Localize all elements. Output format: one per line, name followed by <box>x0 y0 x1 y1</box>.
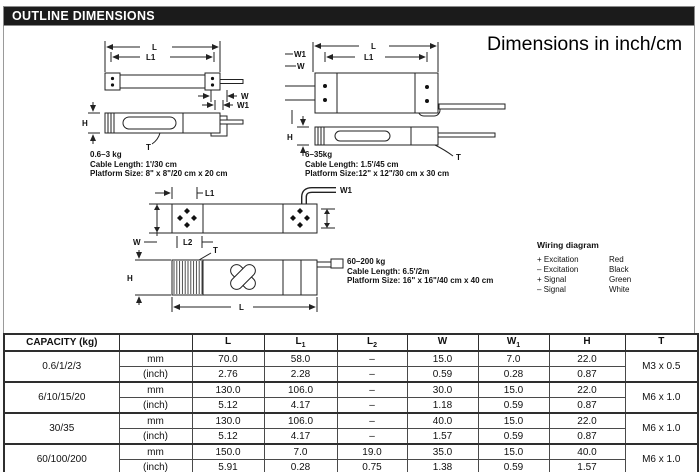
table-row <box>4 413 698 429</box>
table-header-row <box>4 334 698 351</box>
unit-cell: (inch) <box>119 429 192 445</box>
unit-cell: mm <box>119 351 192 367</box>
value-cell: 2.28 <box>264 367 337 383</box>
caption-line: 6–35kg <box>305 150 333 159</box>
unit-cell: mm <box>119 382 192 398</box>
value-cell: 0.87 <box>549 398 625 414</box>
value-cell: 130.0 <box>192 413 264 429</box>
value-cell: – <box>337 367 407 383</box>
value-cell: 2.76 <box>192 367 264 383</box>
value-cell: 0.28 <box>478 367 549 383</box>
dimensions-table <box>3 333 699 472</box>
thread-cell: M6 x 1.0 <box>625 382 698 413</box>
dim-label-l: L <box>239 303 244 312</box>
dim-W-W1-medium <box>285 50 315 124</box>
value-cell: 22.0 <box>549 382 625 398</box>
wiring-signal: – Signal <box>537 285 566 294</box>
dim-label-w: W <box>241 92 249 101</box>
dimensions-table-body <box>4 351 698 472</box>
value-cell: – <box>337 429 407 445</box>
value-cell: 106.0 <box>264 413 337 429</box>
cable-small-top <box>220 80 243 84</box>
caption-line: 0.6–3 kg <box>90 150 122 159</box>
caption-line: Cable Length: 1'/30 cm <box>90 159 177 169</box>
table-row <box>4 382 698 398</box>
value-cell: 70.0 <box>192 351 264 367</box>
dim-label-w1: W1 <box>237 101 249 110</box>
unit-cell: (inch) <box>119 460 192 472</box>
table-row <box>4 351 698 367</box>
drawing-large-loadcell <box>125 183 360 320</box>
caption-line: 60–200 kg <box>347 257 386 266</box>
value-cell: 1.18 <box>407 398 478 414</box>
value-cell: 0.87 <box>549 429 625 445</box>
wiring-signal: – Excitation <box>537 265 579 274</box>
capacity-cell: 60/100/200 <box>4 444 119 472</box>
caption-line: Platform Size:12" x 12"/30 cm x 30 cm <box>305 169 450 179</box>
col-header-l2: $L_2$ <box>337 334 407 351</box>
value-cell: 15.0 <box>478 382 549 398</box>
value-cell: 0.28 <box>264 460 337 472</box>
dim-L1-small <box>111 52 214 62</box>
col-header-t: T <box>625 334 698 351</box>
wiring-row <box>537 285 687 295</box>
side-view-large <box>172 256 343 298</box>
value-cell: 30.0 <box>407 382 478 398</box>
thread-cell: M6 x 1.0 <box>625 413 698 444</box>
cable-medium-side <box>438 133 495 137</box>
unit-cell: (inch) <box>119 367 192 383</box>
value-cell: – <box>337 398 407 414</box>
value-cell: 35.0 <box>407 444 478 460</box>
value-cell: 4.17 <box>264 398 337 414</box>
dim-L1-large <box>155 187 215 199</box>
wiring-title: Wiring diagram <box>537 240 599 250</box>
wiring-row <box>537 265 687 275</box>
dim-label-l: L <box>371 42 376 51</box>
top-view-large <box>172 204 317 233</box>
dim-L-large <box>172 297 317 312</box>
caption-line: Platform Size: 8" x 8"/20 cm x 20 cm <box>90 169 228 179</box>
caption-large-loadcell <box>347 257 493 286</box>
dim-label-h: H <box>287 133 293 142</box>
value-cell: 1.57 <box>407 429 478 445</box>
value-cell: 5.91 <box>192 460 264 472</box>
value-cell: 40.0 <box>549 444 625 460</box>
drawing-medium-loadcell <box>285 38 510 166</box>
value-cell: – <box>337 351 407 367</box>
units-note: Dimensions in inch/cm <box>487 33 683 55</box>
dim-label-l1: L1 <box>146 53 156 62</box>
value-cell: 19.0 <box>337 444 407 460</box>
dim-label-t: T <box>213 246 218 255</box>
value-cell: 15.0 <box>407 351 478 367</box>
dim-label-l1: L1 <box>205 189 215 198</box>
cable-medium-top <box>439 104 505 109</box>
value-cell: 22.0 <box>549 351 625 367</box>
value-cell: 1.57 <box>549 460 625 472</box>
col-header-unit <box>119 334 192 351</box>
dim-label-l: L <box>152 43 157 52</box>
caption-line: Platform Size: 16" x 16"/40 cm x 40 cm <box>347 276 494 286</box>
wiring-diagram <box>537 240 687 295</box>
wiring-color: Green <box>609 275 632 284</box>
value-cell: 7.0 <box>264 444 337 460</box>
caption-line: Cable Length: 6.5'/2m <box>347 266 430 276</box>
top-view-medium <box>315 73 505 116</box>
cable-large-top <box>304 190 336 205</box>
value-cell: 0.59 <box>478 398 549 414</box>
value-cell: 0.59 <box>478 460 549 472</box>
wiring-signal: + Excitation <box>537 255 579 264</box>
dim-label-h: H <box>127 274 133 283</box>
value-cell: 40.0 <box>407 413 478 429</box>
unit-cell: (inch) <box>119 398 192 414</box>
dim-label-w1: W1 <box>340 186 352 195</box>
wiring-color: Black <box>609 265 629 274</box>
wiring-row <box>537 275 687 285</box>
cable-connector <box>331 259 343 268</box>
value-cell: 0.59 <box>407 367 478 383</box>
value-cell: 1.38 <box>407 460 478 472</box>
value-cell: 5.12 <box>192 429 264 445</box>
dim-H-small <box>82 102 100 144</box>
side-view-medium <box>315 127 495 145</box>
col-header-h: H <box>549 334 625 351</box>
section-title-bar <box>3 6 695 26</box>
wiring-signal: + Signal <box>537 275 567 284</box>
col-header-w: W <box>407 334 478 351</box>
drawing-small-loadcell <box>80 36 295 154</box>
capacity-cell: 6/10/15/20 <box>4 382 119 413</box>
cable-small-side <box>220 120 243 124</box>
value-cell: 15.0 <box>478 444 549 460</box>
dim-label-h: H <box>82 119 88 128</box>
caption-small-loadcell <box>90 150 227 179</box>
value-cell: 0.87 <box>549 367 625 383</box>
value-cell: – <box>337 382 407 398</box>
capacity-cell: 0.6/1/2/3 <box>4 351 119 382</box>
col-header-capacity: CAPACITY (kg) <box>4 334 119 351</box>
thread-cell: M3 x 0.5 <box>625 351 698 382</box>
value-cell: – <box>337 413 407 429</box>
value-cell: 5.12 <box>192 398 264 414</box>
dim-label-w: W <box>133 238 141 247</box>
capacity-cell: 30/35 <box>4 413 119 444</box>
value-cell: 7.0 <box>478 351 549 367</box>
dim-label-w1: W1 <box>294 50 306 59</box>
col-header-w1: $W_1$ <box>478 334 549 351</box>
thread-cell: M6 x 1.0 <box>625 444 698 472</box>
cable-large-side <box>317 262 331 267</box>
wiring-color: Red <box>609 255 624 264</box>
section-title: OUTLINE DIMENSIONS <box>12 9 155 23</box>
caption-medium-loadcell <box>305 150 449 179</box>
value-cell: 106.0 <box>264 382 337 398</box>
col-header-l1: $L_1$ <box>264 334 337 351</box>
top-view-small <box>105 73 243 90</box>
value-cell: 0.75 <box>337 460 407 472</box>
wiring-row <box>537 255 687 265</box>
dim-label-t: T <box>456 153 461 162</box>
wiring-color: White <box>609 285 630 294</box>
dim-label-t: T <box>146 143 151 152</box>
table-row <box>4 444 698 460</box>
dim-label-l1: L1 <box>364 53 374 62</box>
unit-cell: mm <box>119 444 192 460</box>
value-cell: 58.0 <box>264 351 337 367</box>
dim-T-large <box>199 246 218 260</box>
dim-label-w: W <box>297 62 305 71</box>
value-cell: 130.0 <box>192 382 264 398</box>
col-header-l: L <box>192 334 264 351</box>
value-cell: 15.0 <box>478 413 549 429</box>
value-cell: 150.0 <box>192 444 264 460</box>
value-cell: 22.0 <box>549 413 625 429</box>
dim-label-l2: L2 <box>183 238 193 247</box>
unit-cell: mm <box>119 413 192 429</box>
value-cell: 4.17 <box>264 429 337 445</box>
dim-H-large <box>127 250 171 305</box>
caption-line: Cable Length: 1.5'/45 cm <box>305 159 399 169</box>
value-cell: 0.59 <box>478 429 549 445</box>
dim-L1-medium <box>325 52 427 62</box>
